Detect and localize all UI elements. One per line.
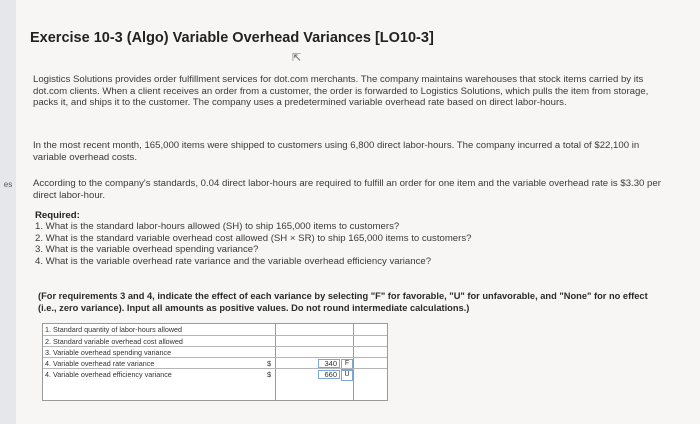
currency-symbol: $	[267, 370, 272, 379]
exercise-title: Exercise 10-3 (Algo) Variable Overhead Variances [LO10-3]	[30, 30, 434, 46]
paragraph-intro: Logistics Solutions provides order fulfillment services for dot.com merchants. The company maintains warehouses that stock items carried by its dot.com clients. When a client receives an order from a customer, the order is forwarded to Logistics Solutions, which pulls the item from storage, packs it, and ships it to the customer. The company uses a predetermined variable overhead rate based on direct labor-hours.	[33, 74, 649, 108]
row-label: 4. Variable overhead rate variance	[45, 359, 155, 368]
rate-variance-input[interactable]: 340	[318, 359, 340, 368]
row-label: 3. Variable overhead spending variance	[45, 348, 172, 357]
paragraph-month-data: In the most recent month, 165,000 items were shipped to customers using 6,800 direct labor-hours. The company incurred a total of $22,100 in variable overhead costs.	[33, 140, 640, 163]
paragraph-standards: According to the company's standards, 0.04 direct labor-hours are required to fulfill an order for one item and the variable overhead rate is $3.30 per direct labor-hour.	[33, 178, 661, 201]
currency-symbol: $	[267, 359, 272, 368]
table-row	[43, 368, 387, 380]
row-label: 4. Variable overhead efficiency variance	[45, 370, 172, 379]
required-list	[35, 221, 471, 267]
required-item: 1. What is the standard labor-hours allowed (SH) to ship 165,000 items to customers?	[35, 221, 400, 232]
answer-table	[42, 323, 388, 401]
instructions-note: (For requirements 3 and 4, indicate the effect of each variance by selecting "F" for favorable, "U" for unfavorable, and "None" for no effect (i.e., zero variance). Input all amounts as positive values. Do not round intermediate calculations.)	[38, 291, 648, 313]
left-sidebar	[0, 0, 17, 424]
mouse-cursor-icon: ⇱	[292, 52, 302, 64]
efficiency-variance-input[interactable]: 660	[318, 370, 340, 379]
required-item: 2. What is the standard variable overhead cost allowed (SH × SR) to ship 165,000 items to customers?	[35, 232, 472, 244]
required-item: 3. What is the variable overhead spending variance?	[35, 244, 259, 255]
row-label: 2. Standard variable overhead cost allowed	[45, 337, 183, 346]
required-heading: Required:	[35, 210, 80, 221]
table-row	[43, 324, 387, 335]
rate-variance-effect-select[interactable]: F	[341, 359, 353, 370]
required-item: 4. What is the variable overhead rate variance and the variable overhead efficiency variance?	[35, 255, 432, 267]
exercise-panel	[16, 0, 700, 424]
efficiency-variance-effect-select[interactable]: U	[341, 370, 353, 381]
row-label: 1. Standard quantity of labor-hours allowed	[45, 325, 183, 334]
sidebar-tab[interactable]: es	[3, 180, 13, 189]
